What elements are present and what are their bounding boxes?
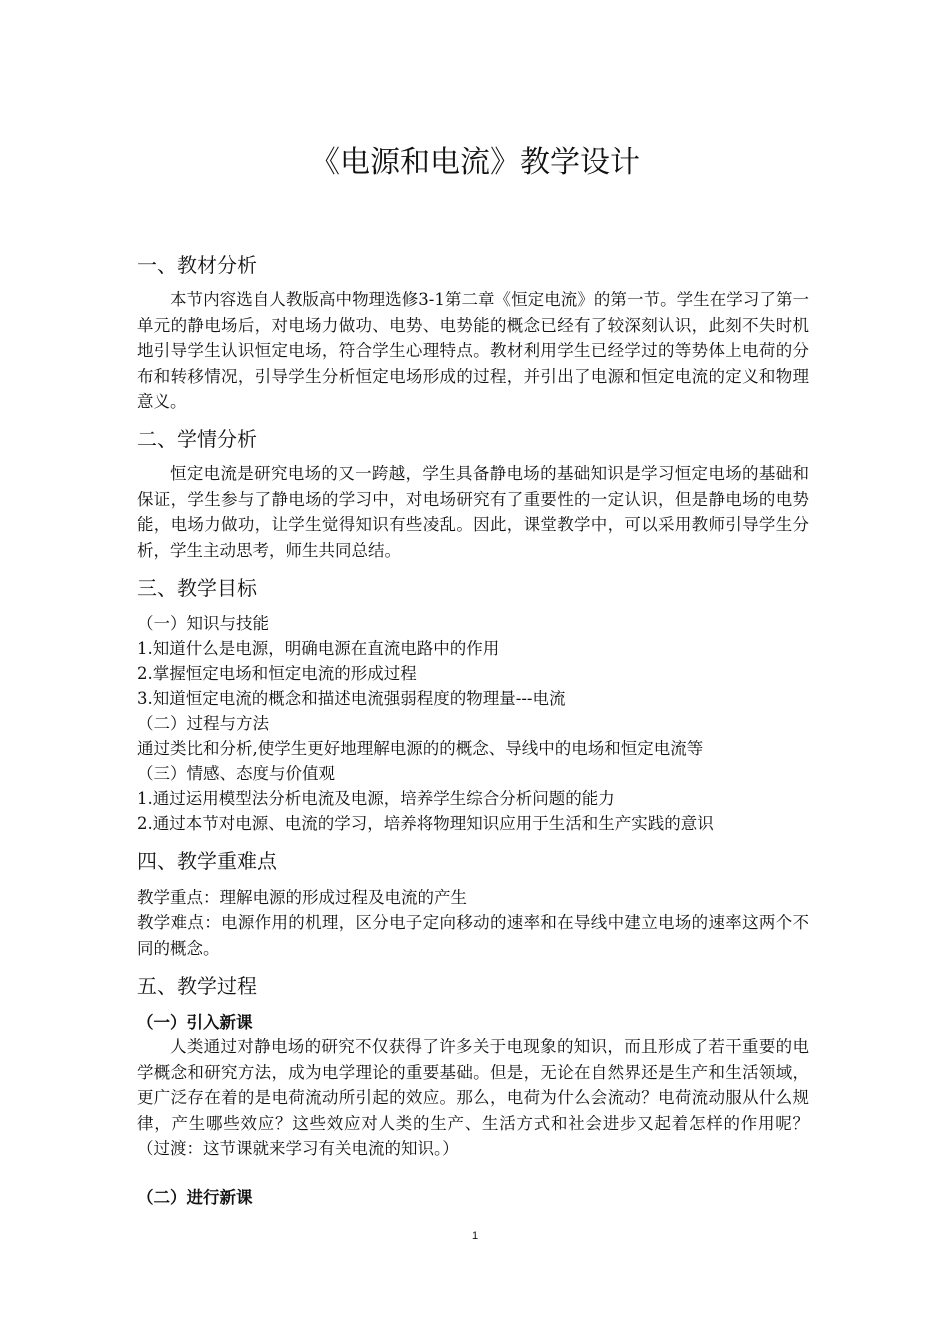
process-subheading-intro: （一）引入新课: [137, 1013, 253, 1032]
process-subheading-new-lesson: （二）进行新课: [137, 1188, 253, 1207]
goal-item-5: 1.通过运用模型法分析电流及电源，培养学生综合分析问题的能力: [137, 789, 615, 808]
section-heading-student-analysis: 二、学情分析: [137, 427, 257, 451]
student-analysis-paragraph: 恒定电流是研究电场的又一跨越，学生具备静电场的基础知识是学习恒定电场的基础和保证，学生参与了静电场的学习中，对电场研究有了重要性的一定认识，但是静电场的电势能，电场力做功，让学生觉得知识有些凌乱。因此，课堂教学中，可以采用教师引导学生分析，学生主动思考，师生共同总结。: [137, 464, 809, 560]
document-title: 《电源和电流》教学设计: [310, 145, 640, 180]
page-number: 1: [471, 1230, 479, 1242]
section-heading-teaching-goals: 三、教学目标: [137, 576, 257, 600]
difficult-point-paragraph: 教学难点：电源作用的机理，区分电子定向移动的速率和在导线中建立电场的速率这两个不同的概念。: [137, 913, 809, 958]
goal-subheading-knowledge: （一）知识与技能: [137, 614, 269, 633]
goal-subheading-process: （二）过程与方法: [137, 714, 269, 733]
goal-item-6: 2.通过本节对电源、电流的学习，培养将物理知识应用于生活和生产实践的意识: [137, 814, 714, 833]
goal-item-4: 通过类比和分析,使学生更好地理解电源的的概念、导线中的电场和恒定电流等: [137, 739, 704, 758]
section-heading-teaching-process: 五、教学过程: [137, 974, 257, 998]
goal-item-1: 1.知道什么是电源，明确电源在直流电路中的作用: [137, 639, 500, 658]
section-heading-key-points: 四、教学重难点: [137, 849, 277, 873]
key-point-line: 教学重点：理解电源的形成过程及电流的产生: [137, 888, 467, 907]
goal-subheading-attitude: （三）情感、态度与价值观: [137, 764, 335, 783]
intro-paragraph: 人类通过对静电场的研究不仅获得了许多关于电现象的知识，而且形成了若干重要的电学概念和研究方法，成为电学理论的重要基础。但是，无论在自然界还是生产和生活领域，更广泛存在着的是电荷流动所引起的效应。那么，电荷为什么会流动？电荷流动服从什么规律，产生哪些效应？这些效应对人类的生产、生活方式和社会进步又起着怎样的作用呢？（过渡：这节课就来学习有关电流的知识。）: [137, 1037, 809, 1158]
goal-item-2: 2.掌握恒定电场和恒定电流的形成过程: [137, 664, 417, 683]
goal-item-3: 3.知道恒定电流的概念和描述电流强弱程度的物理量---电流: [137, 689, 566, 708]
textbook-analysis-paragraph: 本节内容选自人教版高中物理选修3-1第二章《恒定电流》的第一节。学生在学习了第一单元的静电场后，对电场力做功、电势、电势能的概念已经有了较深刻认识，此刻不失时机地引导学生认识恒定电场，符合学生心理特点。教材利用学生已经学过的等势体上电荷的分布和转移情况，引导学生分析恒定电场形成的过程，并引出了电源和恒定电流的定义和物理意义。: [137, 290, 809, 411]
section-heading-textbook-analysis: 一、教材分析: [137, 253, 257, 277]
